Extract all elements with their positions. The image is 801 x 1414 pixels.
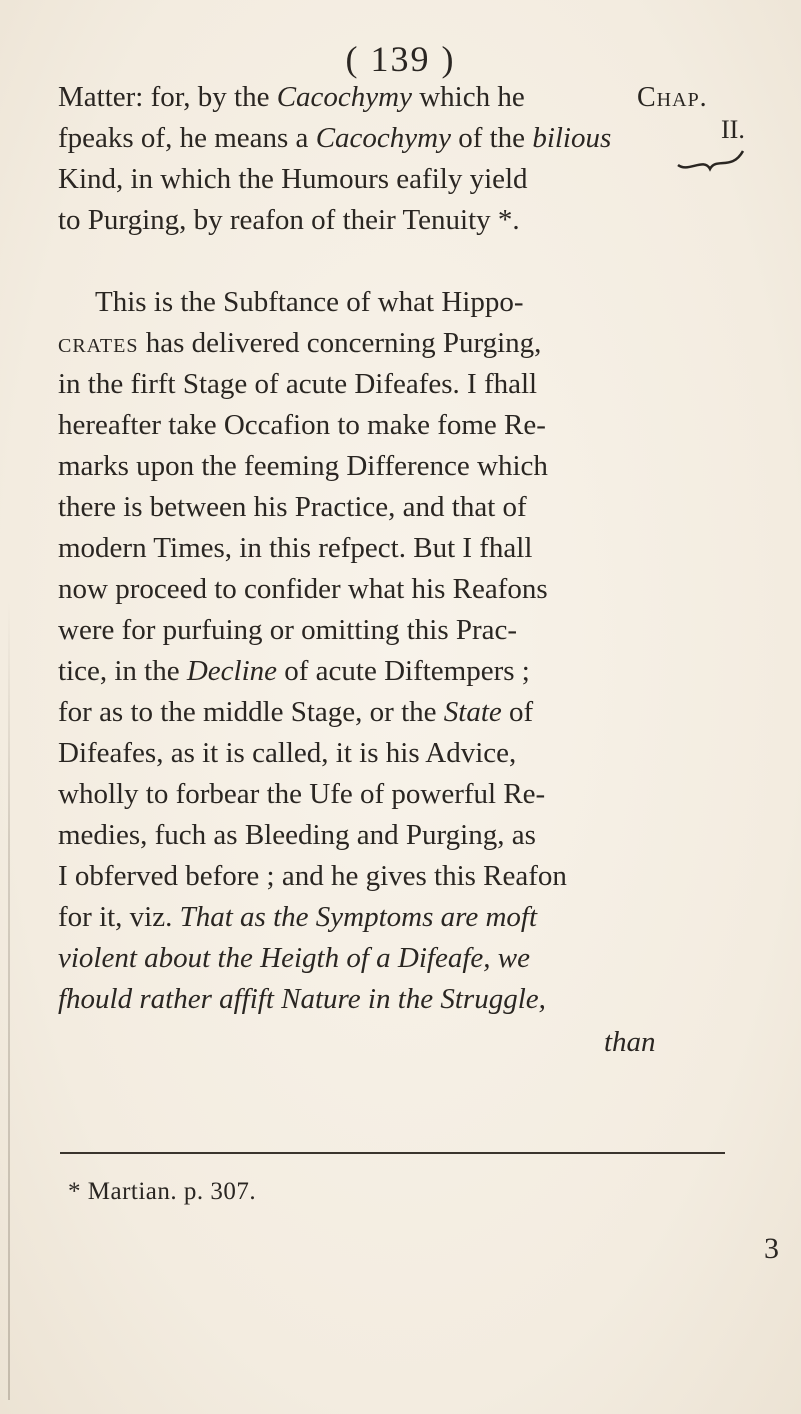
text-line-5: This is the Subftance of what Hippo- bbox=[95, 286, 524, 318]
text-line-15: for as to the middle Stage, or the State of bbox=[58, 696, 534, 728]
text-line-22: fhould rather affift Nature in the Struggle, bbox=[58, 983, 546, 1015]
text-line-13: were for purfuing or omitting this Prac- bbox=[58, 614, 518, 646]
page-number: ( 139 ) bbox=[345, 39, 456, 79]
text-line-3: Kind, in which the Humours eafily yield bbox=[58, 163, 528, 195]
text-line-17: wholly to forbear the Ufe of powerful Re- bbox=[58, 778, 546, 810]
text-line-20: for it, viz. That as the Symptoms are moft bbox=[58, 901, 537, 933]
footnote-rule bbox=[60, 1152, 725, 1154]
text-line-11: modern Times, in this refpect. But I fhall bbox=[58, 532, 533, 564]
binding-shadow bbox=[8, 600, 10, 1400]
catchword: than bbox=[604, 1026, 656, 1058]
text-line-6: crates has delivered concerning Purging, bbox=[58, 327, 542, 359]
chapter-brace bbox=[676, 143, 746, 173]
text-line-21: violent about the Heigth of a Difeafe, we bbox=[58, 942, 530, 974]
text-line-10: there is between his Practice, and that of bbox=[58, 491, 527, 523]
text-line-2: fpeaks of, he means a Cacochymy of the bilious bbox=[58, 122, 612, 154]
text-line-1: Matter: for, by the Cacochymy which he bbox=[58, 81, 525, 113]
text-line-16: Difeafes, as it is called, it is his Advice, bbox=[58, 737, 517, 769]
signature-mark: 3 bbox=[764, 1232, 779, 1265]
text-line-18: medies, fuch as Bleeding and Purging, as bbox=[58, 819, 536, 851]
text-line-4: to Purging, by reafon of their Tenuity *. bbox=[58, 204, 520, 236]
chapter-number: II. bbox=[721, 115, 745, 144]
text-line-8: hereafter take Occafion to make fome Re- bbox=[58, 409, 546, 441]
chapter-label: Chap. bbox=[637, 82, 708, 113]
text-line-9: marks upon the feeming Difference which bbox=[58, 450, 548, 482]
text-line-7: in the firft Stage of acute Difeafes. I fhall bbox=[58, 368, 538, 400]
footnote: * Martian. p. 307. bbox=[68, 1178, 257, 1205]
text-line-12: now proceed to confider what his Reafons bbox=[58, 573, 548, 605]
text-line-19: I obferved before ; and he gives this Reafon bbox=[58, 860, 567, 892]
text-line-14: tice, in the Decline of acute Diftempers ; bbox=[58, 655, 530, 687]
